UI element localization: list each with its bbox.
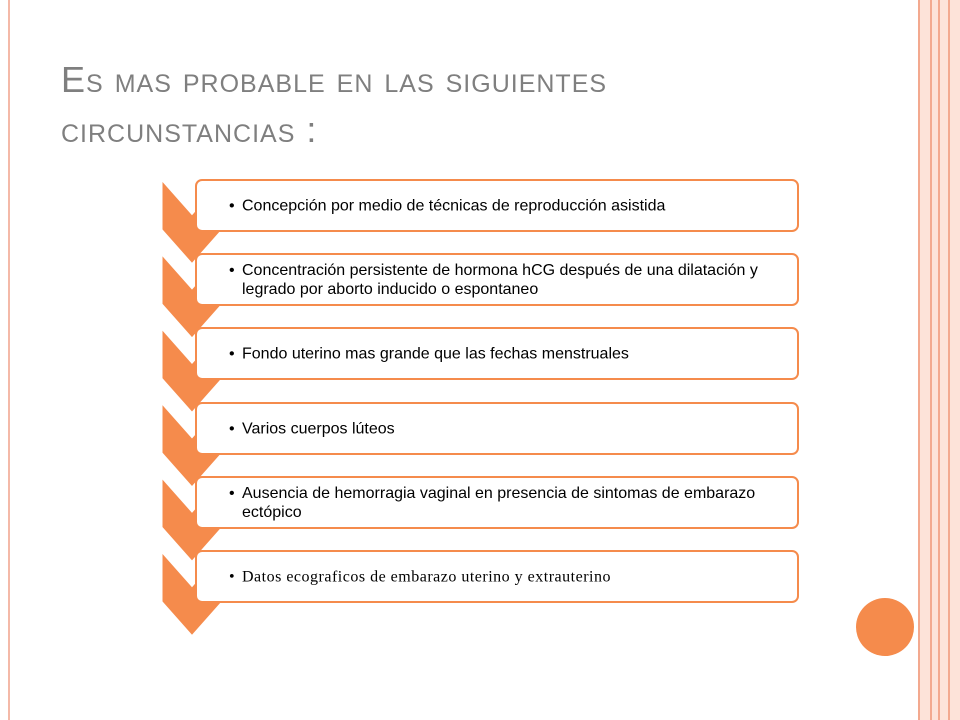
list-item-box-6 xyxy=(195,550,799,603)
slide-title: Es mas probable en las siguientes circunstancias : xyxy=(61,59,608,150)
list-item-text-4: • Varios cuerpos lúteos xyxy=(229,419,789,438)
list-item-box-1 xyxy=(195,179,799,232)
list-item-text-5: • Ausencia de hemorragia vaginal en presencia de sintomas de embarazo ectópico xyxy=(229,484,789,522)
list-item-text-3: • Fondo uterino mas grande que las fechas menstruales xyxy=(229,344,789,363)
list-item-box-2 xyxy=(195,253,799,306)
list-item-text-6: • Datos ecograficos de embarazo uterino y extrauterino xyxy=(229,567,789,586)
list-item-text-2: • Concentración persistente de hormona hCG después de una dilatación y legrado por aborto inducido o espontaneo xyxy=(229,261,789,299)
list-item-box-4 xyxy=(195,402,799,455)
list-item-box-5 xyxy=(195,476,799,529)
list-item-text-1: • Concepción por medio de técnicas de reproducción asistida xyxy=(229,196,789,215)
list-item-box-3 xyxy=(195,327,799,380)
